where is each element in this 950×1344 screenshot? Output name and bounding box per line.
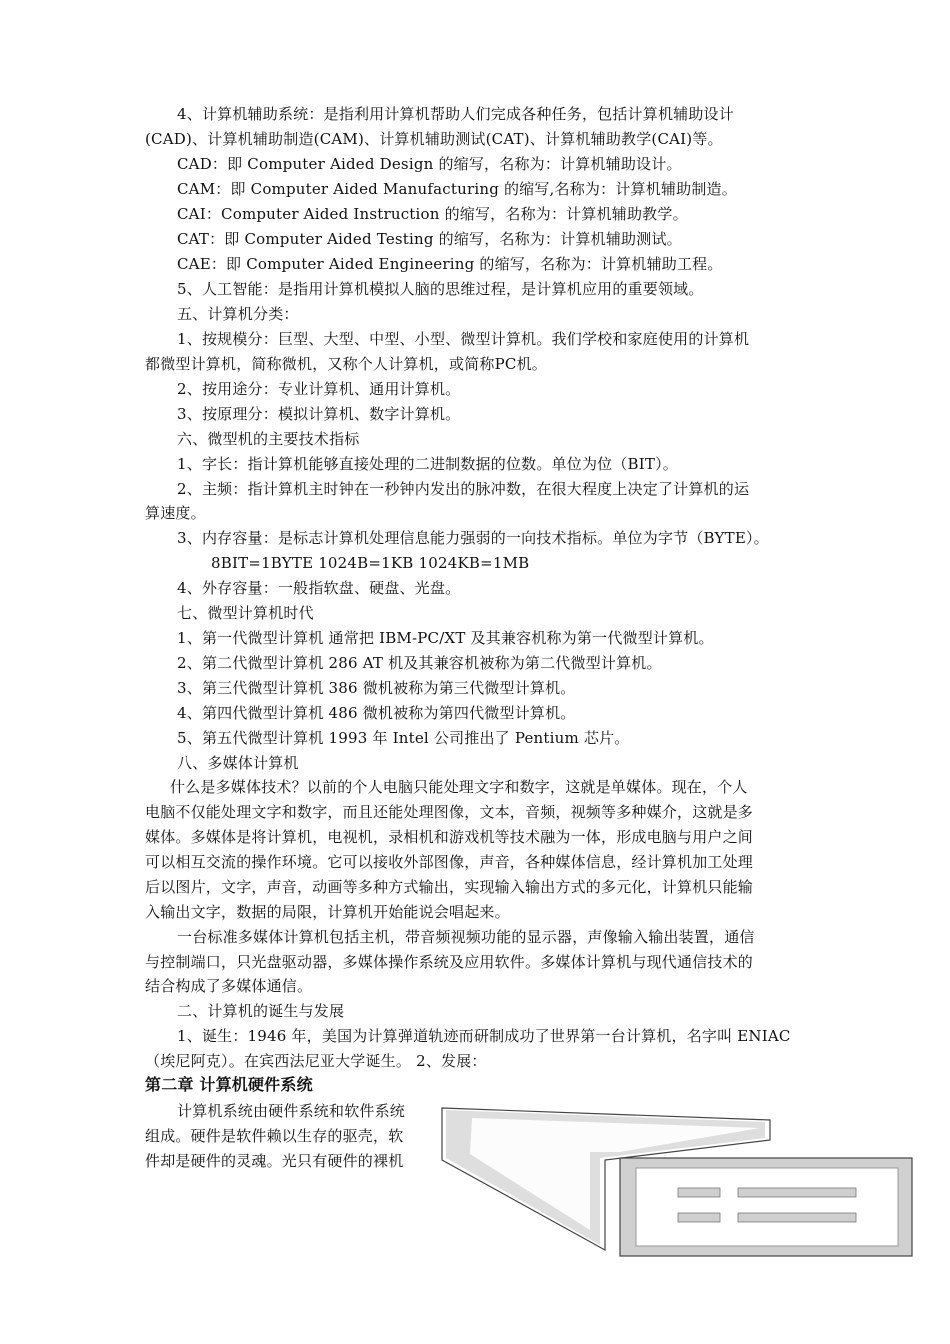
- text-line: 1、按规模分：巨型、大型、中型、小型、微型计算机。我们学校和家庭使用的计算机: [177, 330, 750, 348]
- section-heading: 二、计算机的诞生与发展: [177, 1002, 345, 1020]
- text-line: 2、主频：指计算机主时钟在一秒钟内发出的脉冲数，在很大程度上决定了计算机的运: [177, 480, 750, 498]
- text-line: 可以相互交流的操作环境。它可以接收外部图像，声音，各种媒体信息，经计算机加工处理: [145, 853, 754, 871]
- section-heading: 八、多媒体计算机: [177, 754, 299, 772]
- computer-diagram: [440, 1100, 920, 1260]
- text-line: 算速度。: [145, 504, 206, 522]
- text-line: 3、内存容量：是标志计算机处理信息能力强弱的一向技术指标。单位为字节（BYTE）。: [177, 529, 769, 547]
- text-line: （埃尼阿克）。在宾西法尼亚大学诞生。 2、发展：: [145, 1052, 487, 1070]
- text-line: 3、第三代微型计算机 386 微机被称为第三代微型计算机。: [177, 679, 576, 697]
- text-line: 都微型计算机，简称微机，又称个人计算机，或简称PC机。: [145, 355, 547, 373]
- text-line: CAT：即 Computer Aided Testing 的缩写，名称为：计算机辅助测试。: [177, 230, 682, 248]
- text-line: 5、第五代微型计算机 1993 年 Intel 公司推出了 Pentium 芯片。: [177, 729, 630, 747]
- section-heading: 五、计算机分类：: [177, 305, 299, 323]
- text-line: CAD：即 Computer Aided Design 的缩写，名称为：计算机辅助设计。: [177, 155, 682, 173]
- text-line: 媒体。多媒体是将计算机，电视机，录相机和游戏机等技术融为一体，形成电脑与用户之间: [145, 828, 754, 846]
- text-line: 3、按原理分：模拟计算机、数字计算机。: [177, 405, 461, 423]
- text-line: 件却是硬件的灵魂。光只有硬件的裸机: [145, 1152, 404, 1170]
- text-line: 1、诞生：1946 年，美国为计算弹道轨迹而研制成功了世界第一台计算机，名字叫 ENIAC: [177, 1027, 791, 1045]
- text-line: 4、第四代微型计算机 486 微机被称为第四代微型计算机。: [177, 704, 576, 722]
- text-line: 与控制端口，只光盘驱动器，多媒体操作系统及应用软件。多媒体计算机与现代通信技术的: [145, 953, 754, 971]
- text-line: 2、第二代微型计算机 286 AT 机及其兼容机被称为第二代微型计算机。: [177, 654, 662, 672]
- text-line: 计算机系统由硬件系统和软件系统: [177, 1102, 406, 1120]
- bar: [678, 1188, 720, 1197]
- text-line: 结合构成了多媒体通信。: [145, 977, 313, 995]
- text-line: 4、外存容量：一般指软盘、硬盘、光盘。: [177, 579, 461, 597]
- bar: [738, 1188, 856, 1197]
- bar: [738, 1213, 856, 1222]
- text-line: 组成。硬件是软件赖以生存的驱壳，软: [145, 1127, 404, 1145]
- text-line: 4、计算机辅助系统：是指利用计算机帮助人们完成各种任务，包括计算机辅助设计: [177, 105, 734, 123]
- section-heading: 六、微型机的主要技术指标: [177, 430, 360, 448]
- text-line: 电脑不仅能处理文字和数字，而且还能处理图像，文本，音频，视频等多种媒介，这就是多: [145, 803, 754, 821]
- text-line: CAI：Computer Aided Instruction 的缩写，名称为：计算机辅助教学。: [177, 205, 688, 223]
- text-line: 什么是多媒体技术？以前的个人电脑只能处理文字和数字，这就是单媒体。现在，个人: [170, 778, 748, 796]
- text-line: 2、按用途分：专业计算机、通用计算机。: [177, 380, 461, 398]
- text-line: CAE：即 Computer Aided Engineering 的缩写，名称为：计算机辅助工程。: [177, 255, 723, 273]
- bar: [678, 1213, 720, 1222]
- chapter-heading: 第二章 计算机硬件系统: [145, 1075, 313, 1094]
- text-line: 入输出文字，数据的局限，计算机开始能说会唱起来。: [145, 903, 510, 921]
- text-line: CAM：即 Computer Aided Manufacturing 的缩写,名称为：计算机辅助制造。: [177, 180, 737, 198]
- monitor-screen: [636, 1168, 898, 1246]
- text-line: (CAD)、计算机辅助制造(CAM)、计算机辅助测试(CAT)、计算机辅助教学(CAI)等。: [145, 130, 723, 148]
- text-line: 一台标准多媒体计算机包括主机，带音频视频功能的显示器，声像输入输出装置，通信: [177, 928, 755, 946]
- text-line: 后以图片，文字，声音，动画等多种方式输出，实现输入输出方式的多元化，计算机只能输: [145, 878, 754, 896]
- text-line: 5、人工智能：是指用计算机模拟人脑的思维过程，是计算机应用的重要领域。: [177, 280, 704, 298]
- section-heading: 七、微型计算机时代: [177, 604, 314, 622]
- text-line: 1、字长：指计算机能够直接处理的二进制数据的位数。单位为位（BIT）。: [177, 455, 678, 473]
- text-line: 1、第一代微型计算机 通常把 IBM-PC/XT 及其兼容机称为第一代微型计算机。: [177, 629, 714, 647]
- text-line: 8BIT=1BYTE 1024B=1KB 1024KB=1MB: [211, 554, 530, 572]
